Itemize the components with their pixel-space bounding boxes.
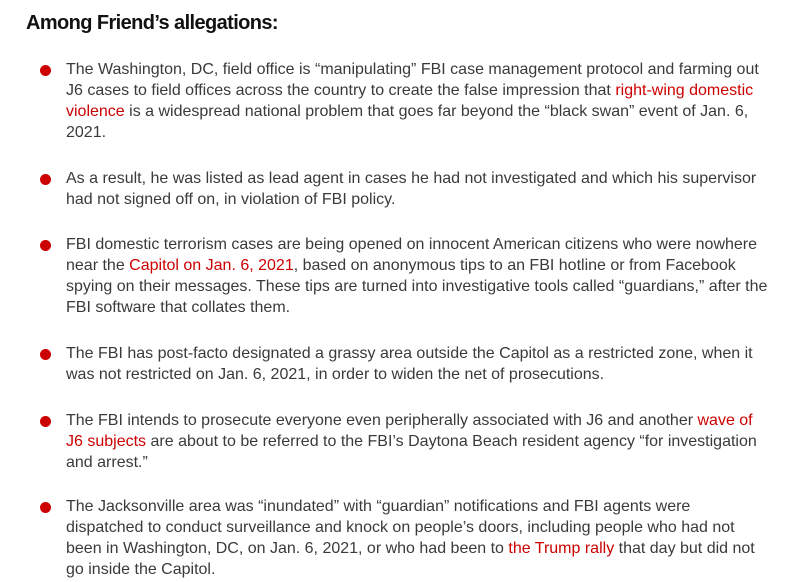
- bullet-dot-icon: [40, 65, 51, 76]
- bullet-dot-icon: [40, 416, 51, 427]
- allegation-item-3: [40, 234, 770, 318]
- section-heading: Among Friend’s allegations:: [26, 12, 278, 34]
- link-capitol-jan-6[interactable]: Capitol on Jan. 6, 2021: [129, 257, 294, 274]
- link-right-wing-domestic-violence[interactable]: right-wing domestic violence: [66, 82, 754, 120]
- allegation-item-4: [40, 343, 770, 385]
- allegation-item-5: [40, 410, 770, 473]
- allegation-item-6: [40, 496, 770, 580]
- link-trump-rally[interactable]: the Trump rally: [508, 540, 615, 557]
- allegation-text-6: The Jacksonville area was “inundated” with “guardian” notifications and FBI agents were dispatched to conduct surveillance and knock on people’s doors, including people who had not been in Washington, DC, on Jan. 6, 2021, or who had been to the Trump rally that day but did not go inside the Capitol.: [66, 498, 755, 578]
- allegation-item-2: [40, 168, 770, 210]
- allegation-text-1: The Washington, DC, field office is “manipulating” FBI case management protocol and farming out J6 cases to field offices across the country to create the false impression that right-wing domestic violence is a widespread national problem that goes far beyond the “black swan” event of Jan. 6, 2021.: [66, 61, 759, 141]
- allegation-text-5: The FBI intends to prosecute everyone even peripherally associated with J6 and another wave of J6 subjects are about to be referred to the FBI’s Daytona Beach resident agency “for investigation and arrest.”: [66, 412, 757, 471]
- allegation-text-2: As a result, he was listed as lead agent in cases he had not investigated and which his supervisor had not signed off on, in violation of FBI policy.: [66, 170, 757, 208]
- bullet-dot-icon: [40, 240, 51, 251]
- bullet-dot-icon: [40, 174, 51, 185]
- bullet-dot-icon: [40, 502, 51, 513]
- allegation-text-3: FBI domestic terrorism cases are being opened on innocent American citizens who were nowhere near the Capitol on Jan. 6, 2021, based on anonymous tips to an FBI hotline or from Facebook spying on their messages. These tips are turned into investigative tools called “guardians,” after the FBI software that collates them.: [66, 236, 768, 316]
- allegation-item-1: [40, 59, 770, 143]
- link-wave-of-j6-subjects[interactable]: wave of J6 subjects: [66, 412, 753, 450]
- bullet-dot-icon: [40, 349, 51, 360]
- allegation-text-4: The FBI has post-facto designated a grassy area outside the Capitol as a restricted zone, when it was not restricted on Jan. 6, 2021, in order to widen the net of prosecutions.: [66, 345, 753, 383]
